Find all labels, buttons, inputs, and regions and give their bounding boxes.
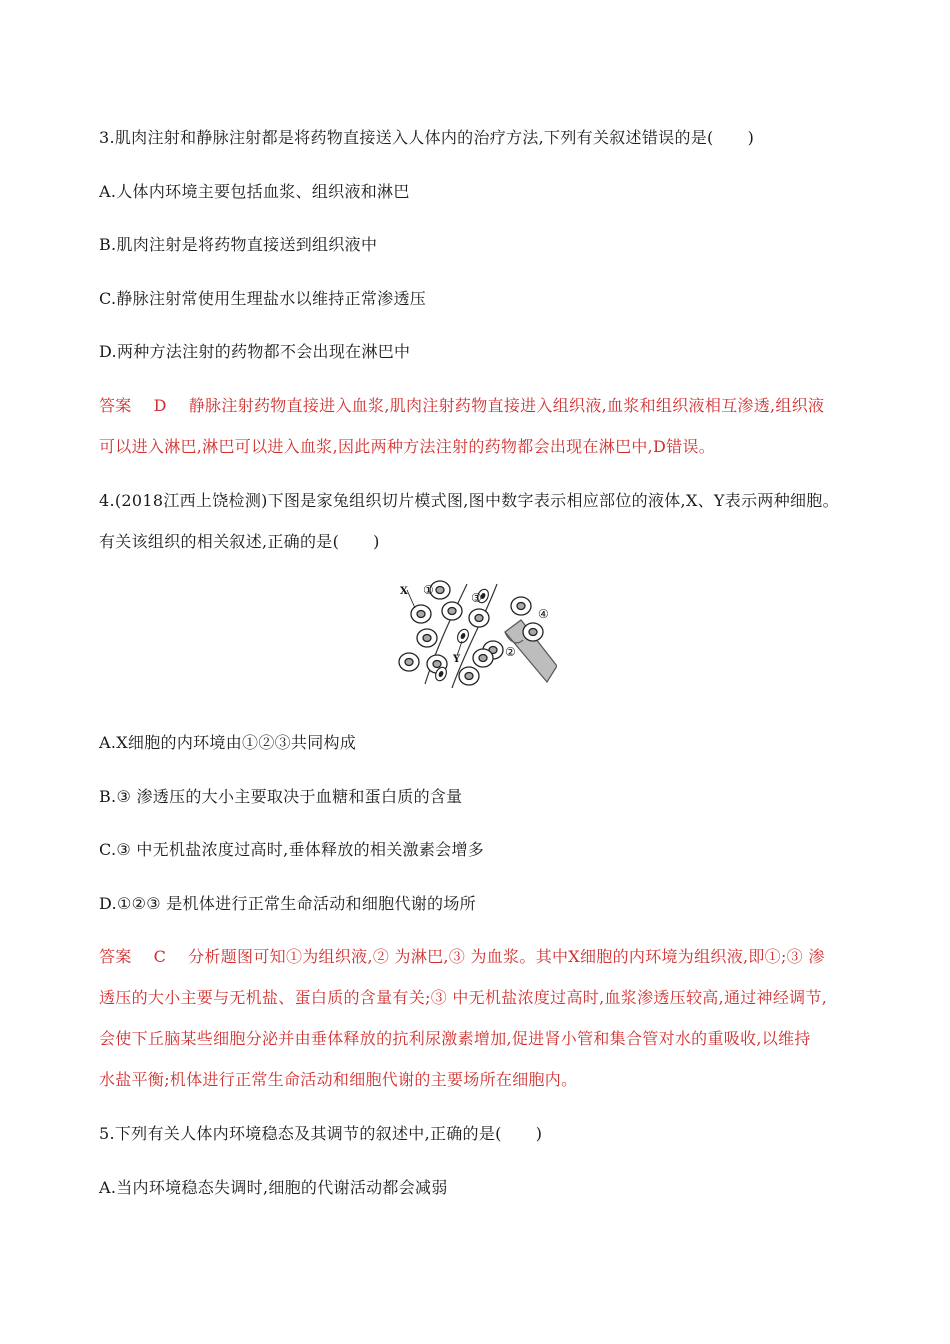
q4-stem-line-2 [99,532,380,552]
q3-option-c: C.静脉注射常使用生理盐水以维持正常渗透压 [99,289,427,308]
q4-option-c: C.③ 中无机盐浓度过高时,垂体释放的相关激素会增多 [99,840,485,859]
answer-label: 答案 [99,947,132,966]
tissue-cell [469,609,489,627]
q4-stem-text: 有关该组织的相关叙述,正确的是( [99,532,340,551]
label-4: ④ [538,607,549,621]
label-x: X [400,586,408,597]
tissue-cell [473,649,493,667]
tissue-cell [399,653,419,671]
tissue-cell [442,602,462,620]
answer-letter: D [153,396,167,415]
tissue-cell [411,605,431,623]
label-3: ③ [471,591,482,605]
answer-letter: C [153,947,167,966]
blood-cell [456,628,471,645]
q3-option-d: D.两种方法注射的药物都不会出现在淋巴中 [99,342,411,361]
q3-option-b: B.肌肉注射是将药物直接送到组织液中 [99,235,378,254]
q4-stem-line-1: 4.(2018江西上饶检测)下图是家兔组织切片模式图,图中数字表示相应部位的液体,X、Y表示两种细胞。 [99,491,839,510]
q4-option-b: B.③ 渗透压的大小主要取决于血糖和蛋白质的含量 [99,787,463,806]
x-leader-line [407,590,415,608]
q5-stem-text: 5.下列有关人体内环境稳态及其调节的叙述中,正确的是( [99,1124,502,1143]
q5-stem-close: ) [535,1124,543,1143]
q3-explanation-line-2: 可以进入淋巴,淋巴可以进入血浆,因此两种方法注射的药物都会出现在淋巴中,D错误。 [99,437,716,456]
tissue-cell [523,623,543,641]
label-2: ② [505,645,516,659]
tissue-cell [511,597,531,615]
q3-stem [99,128,754,148]
q5-stem [99,1124,542,1144]
label-1: ① [423,583,434,597]
label-y: Y [453,654,461,665]
q4-answer [99,947,825,967]
q4-option-d: D.①②③ 是机体进行正常生命活动和细胞代谢的场所 [99,894,476,913]
q3-explanation-line-1: 静脉注射药物直接进入血浆,肌肉注射药物直接进入组织液,血浆和组织液相互渗透,组织液 [188,396,825,415]
q3-option-a: A.人体内环境主要包括血浆、组织液和淋巴 [99,182,410,201]
q4-stem-close: ) [373,532,380,551]
q4-explanation-line-4: 水盐平衡;机体进行正常生命活动和细胞代谢的主要场所在细胞内。 [99,1070,578,1089]
q4-explanation-line-2: 透压的大小主要与无机盐、蛋白质的含量有关;③ 中无机盐浓度过高时,血浆渗透压较高,通过神经调节, [99,988,828,1007]
q4-explanation-line-3: 会使下丘脑某些细胞分泌并由垂体释放的抗利尿激素增加,促进肾小管和集合管对水的重吸收,以维持 [99,1029,811,1048]
rabbit-tissue-diagram [397,576,557,692]
q5-option-a: A.当内环境稳态失调时,细胞的代谢活动都会减弱 [99,1178,448,1197]
q3-stem-text: 3.肌肉注射和静脉注射都是将药物直接送入人体内的治疗方法,下列有关叙述错误的是( [99,128,714,147]
q4-explanation-line-1: 分析题图可知①为组织液,② 为淋巴,③ 为血浆。其中X细胞的内环境为组织液,即①;③ 渗 [188,947,825,966]
tissue-cell [459,667,479,685]
q3-answer [99,396,824,416]
q4-option-a: A.X细胞的内环境由①②③共同构成 [99,733,357,752]
tissue-cell [417,629,437,647]
answer-label: 答案 [99,396,132,415]
q3-stem-close: ) [747,128,755,147]
